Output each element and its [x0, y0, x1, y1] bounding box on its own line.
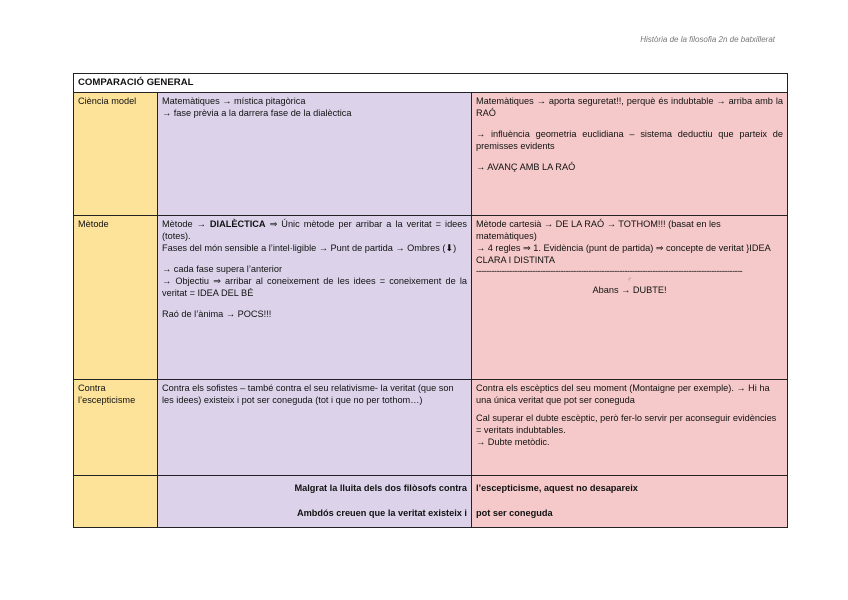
dialectica-bold: DIALÈCTICA [209, 219, 266, 230]
plato-metode-cell [158, 216, 472, 380]
text-line: Matemàtiques → mística pitagòrica [162, 96, 306, 107]
table-title-row [74, 74, 788, 93]
plato-ciencia-cell [158, 93, 472, 216]
table-row-ciencia [74, 93, 788, 216]
text-line: → fase prèvia a la darrera fase de la dialèctica [162, 108, 352, 119]
text-line: → 4 regles ⇒ 1. Evidència (punt de partida) ⇒ concepte de veritat }IDEA CLARA I DISTINTA [476, 243, 771, 266]
row-label-metode: Mètode [74, 216, 158, 380]
plato-conclusio-cell [158, 476, 472, 528]
text-line: Malgrat la lluita dels dos filòsofs contra [294, 483, 467, 494]
dashed-divider: -------------------------------------------------------------------------------------------------------- [476, 267, 743, 277]
text-line: pot ser coneguda [476, 508, 553, 519]
row-label-contra: Contra l’escepticisme [74, 380, 158, 476]
text-line [162, 219, 467, 243]
row-label-conclusio [74, 476, 158, 528]
text-line: → Dubte metòdic. [476, 437, 550, 448]
descartes-contra-cell [472, 380, 788, 476]
text-line: l’escepticisme, aquest no desapareix [476, 483, 638, 494]
table-title: COMPARACIÓ GENERAL [74, 74, 788, 93]
row-label-ciencia: Ciència model [74, 93, 158, 216]
table-row-metode [74, 216, 788, 380]
text-line: Fases del món sensible a l’intel·ligible → Punt de partida → Ombres (⬇) [162, 243, 457, 254]
text-line: Matemàtiques → aporta seguretat!!, perquè és indubtable → arriba amb la RAÓ [476, 96, 784, 119]
small-mark: ♂ [627, 277, 632, 284]
text-line: Contra els escèptics del seu moment (Montaigne per exemple). → Hi ha una única veritat que pot ser coneguda [476, 383, 770, 406]
text-line: → AVANÇ AMB LA RAÓ [476, 162, 576, 173]
text-line: → Objectiu ⇒ arribar al coneixement de les idees = coneixement de la veritat = IDEA DEL BÉ [162, 276, 467, 299]
plato-contra-cell [158, 380, 472, 476]
table-row-conclusio [74, 476, 788, 528]
text-line: Cal superar el dubte escèptic, però fer-lo servir per aconseguir evidències = veritats indubtables. [476, 413, 777, 436]
text-span: Mètode → [162, 219, 206, 230]
text-line: Mètode cartesià → DE LA RAÓ → TOTHOM!!! (basat en les matemàtiques) [476, 219, 721, 242]
text-line: → influència geometria euclidiana – sistema deductiu que parteix de premisses evidents [476, 129, 784, 152]
text-span: ⇒ Únic mètode per arribar a la veritat = idees (totes). [162, 219, 467, 242]
descartes-ciencia-cell [472, 93, 788, 216]
text-line: Abans → DUBTE! [592, 285, 667, 296]
text-line: Contra els sofistes – també contra el seu relativisme- la veritat (que son les idees) existeix i pot ser coneguda (tot i que no per tothom…) [162, 383, 454, 406]
descartes-conclusio-cell [472, 476, 788, 528]
comparison-table [73, 73, 788, 528]
text-line: Ambdós creuen que la veritat existeix i [296, 508, 467, 519]
text-line: Raó de l’ànima → POCS!!! [162, 309, 272, 320]
descartes-metode-cell [472, 216, 788, 380]
table-row-contra [74, 380, 788, 476]
header-note: Història de la filosofia 2n de batxillerat [640, 35, 775, 44]
text-line: → cada fase supera l’anterior [162, 264, 283, 275]
